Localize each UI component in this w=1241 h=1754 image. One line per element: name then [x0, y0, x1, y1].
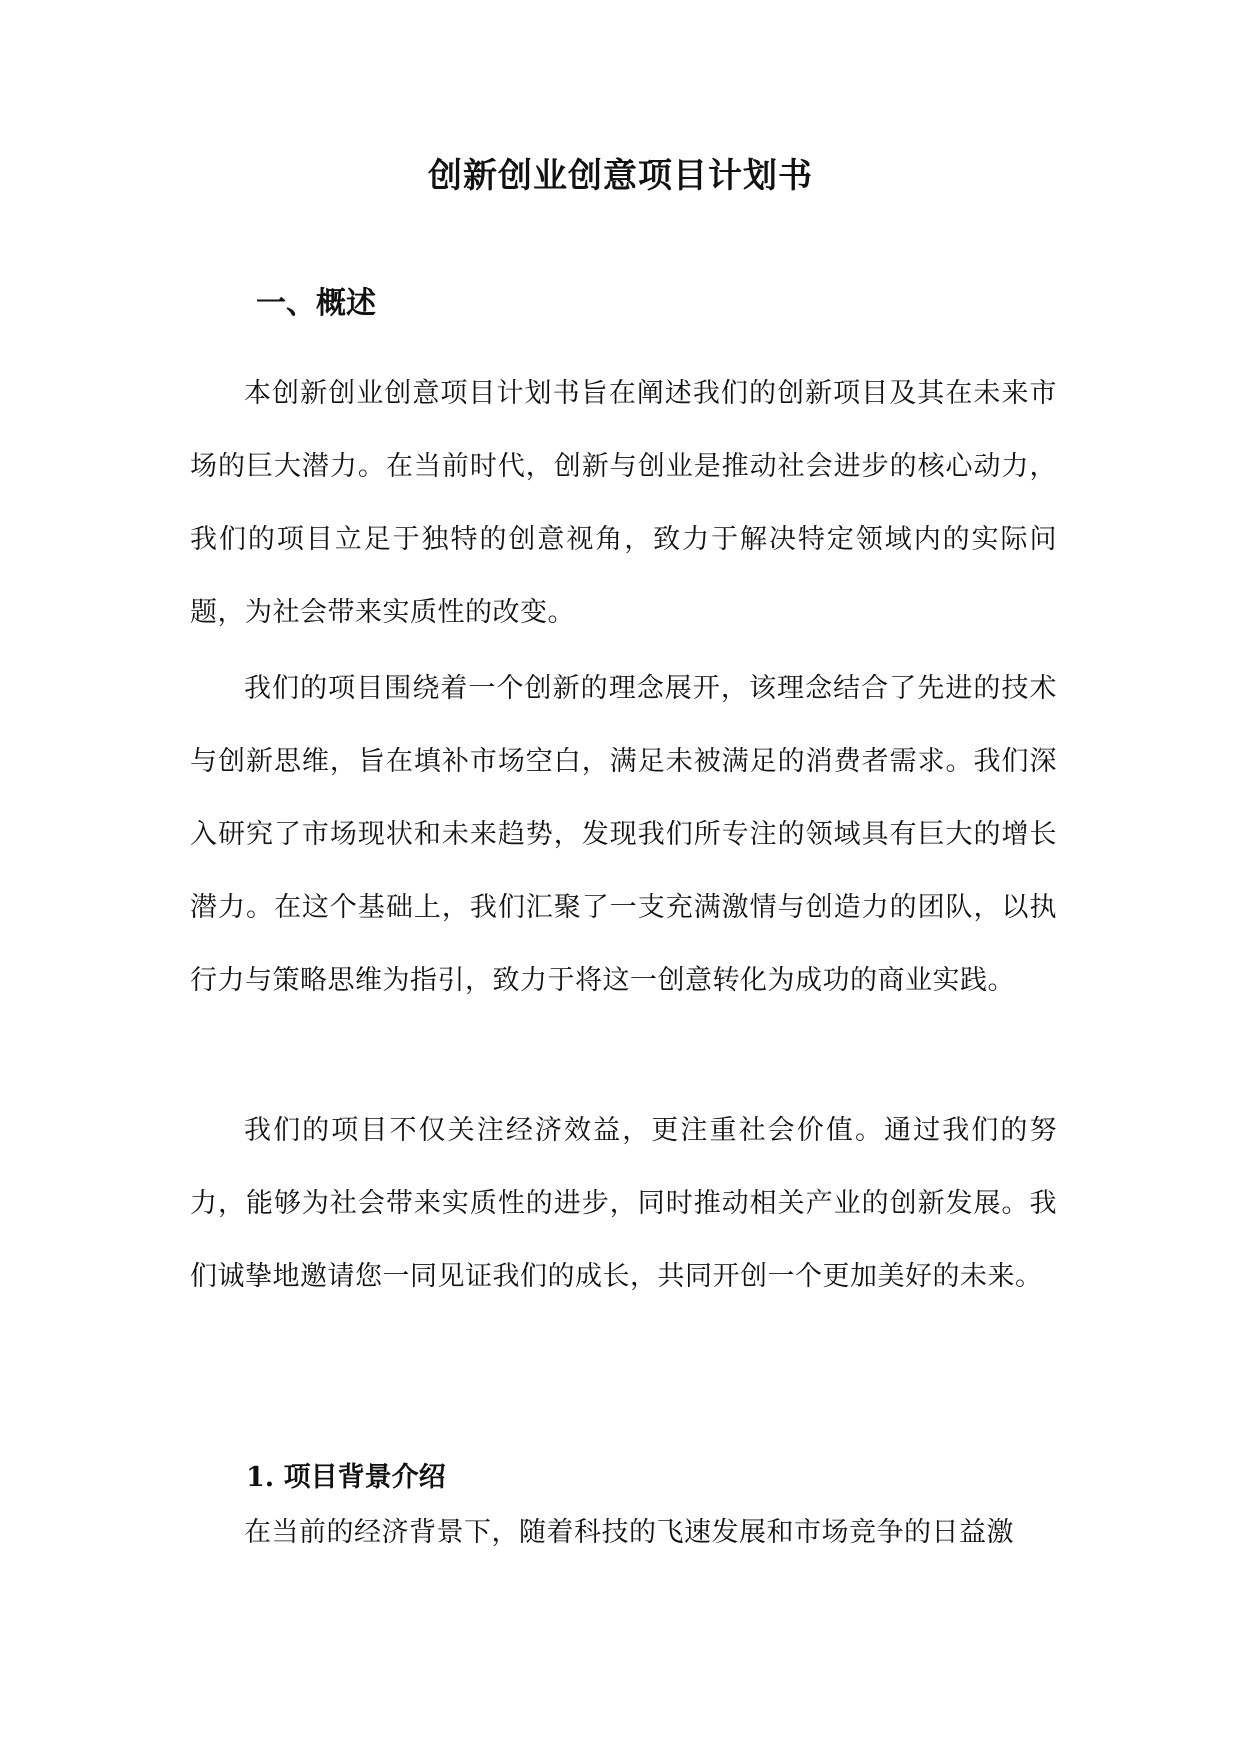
- section-heading-overview: 一、概述: [256, 286, 376, 321]
- subsection-heading-background: 1. 项目背景介绍: [246, 1462, 446, 1493]
- paragraph-2: 我们的项目围绕着一个创新的理念展开，该理念结合了先进的技术与创新思维，旨在填补市场空白，满足未被满足的消费者需求。我们深入研究了市场现状和未来趋势，发现我们所专注的领域具有巨大的增长潜力。在这个基础上，我们汇聚了一支充满激情与创造力的团队，以执行力与策略思维为指引，致力于将这一创意转化为成功的商业实践。: [190, 673, 1057, 996]
- paragraph-1: 本创新创业创意项目计划书旨在阐述我们的创新项目及其在未来市场的巨大潜力。在当前时代，创新与创业是推动社会进步的核心动力，我们的项目立足于独特的创意视角，致力于解决特定领域内的实际问题，为社会带来实质性的改变。: [190, 378, 1057, 628]
- paragraph-3: 我们的项目不仅关注经济效益，更注重社会价值。通过我们的努力，能够为社会带来实质性的进步，同时推动相关产业的创新发展。我们诚挚地邀请您一同见证我们的成长，共同开创一个更加美好的未来。: [190, 1115, 1057, 1292]
- document-title: 创新创业创意项目计划书: [428, 156, 813, 196]
- subsection-paragraph: 在当前的经济背景下，随着科技的飞速发展和市场竞争的日益激: [244, 1517, 1014, 1548]
